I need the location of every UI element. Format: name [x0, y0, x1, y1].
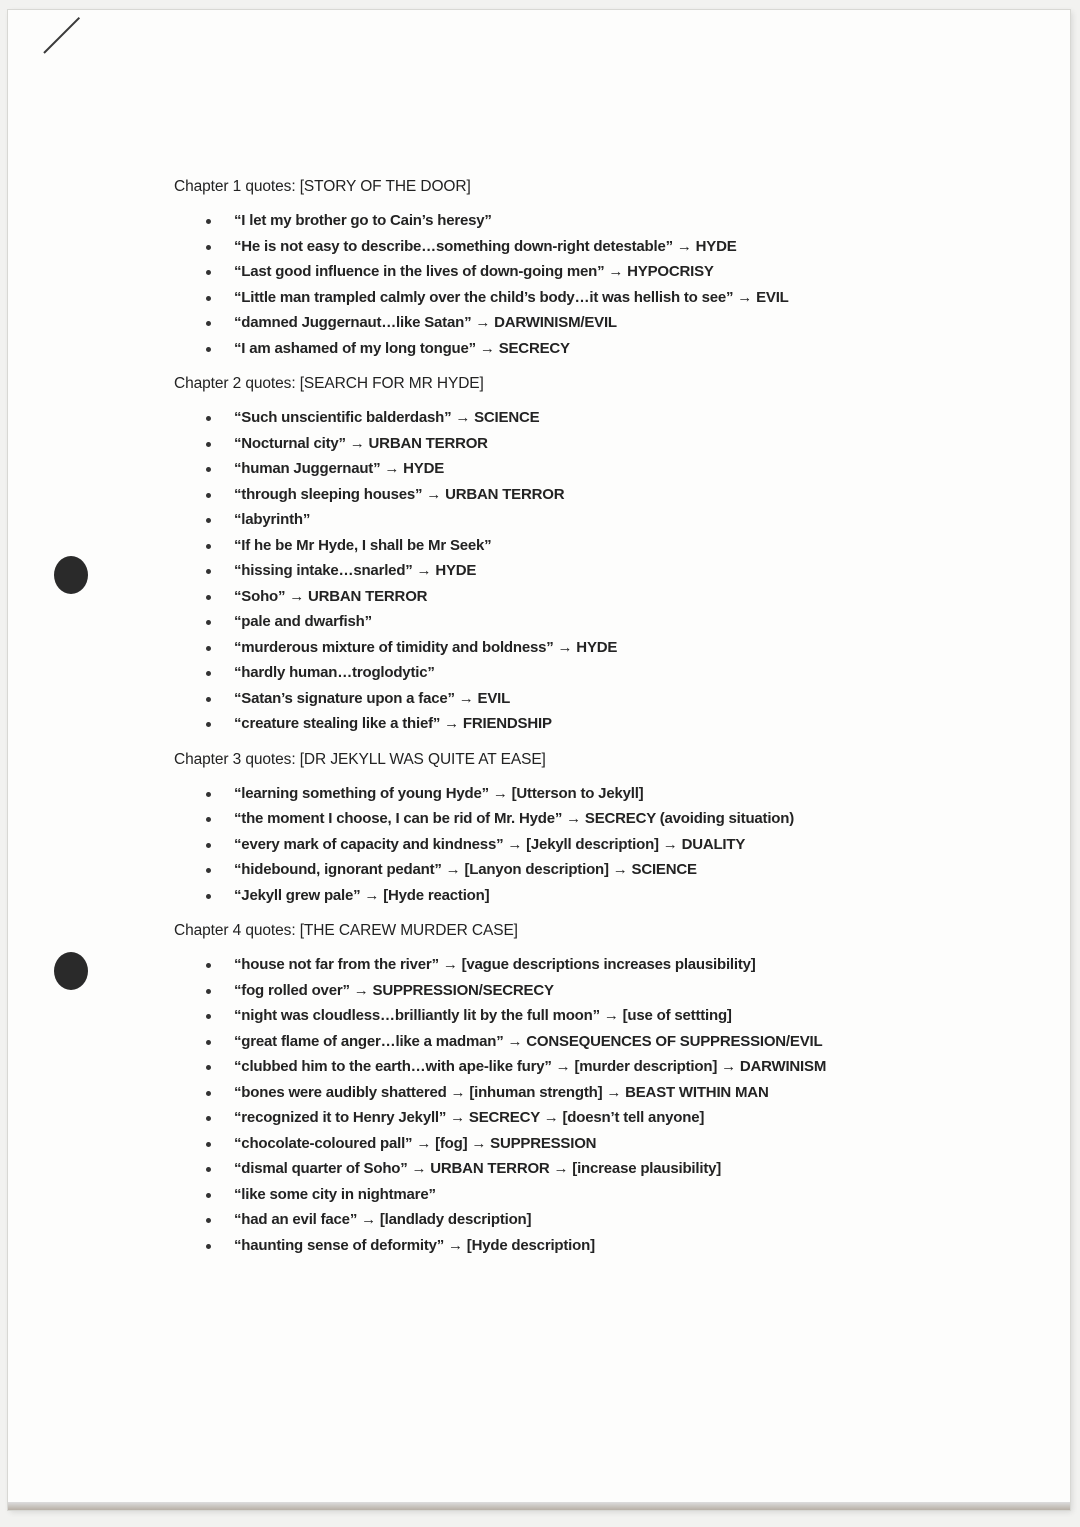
quote-item: “dismal quarter of Soho” → URBAN TERROR → [increase plausibility] — [234, 1156, 934, 1182]
quote-item: “Satan’s signature upon a face” → EVIL — [234, 686, 934, 712]
quote-list — [174, 405, 934, 737]
chapter-section — [174, 375, 934, 737]
quote-item: “pale and dwarfish” — [234, 609, 934, 635]
quote-item: “creature stealing like a thief” → FRIENDSHIP — [234, 711, 934, 737]
document-page — [8, 10, 1070, 1510]
quote-item: “like some city in nightmare” — [234, 1182, 934, 1208]
chapter-section — [174, 751, 934, 909]
quote-item: “had an evil face” → [landlady description] — [234, 1207, 934, 1233]
chapter-heading: Chapter 2 quotes: [SEARCH FOR MR HYDE] — [174, 375, 484, 392]
quote-list — [174, 952, 934, 1258]
chapter-heading: Chapter 4 quotes: [THE CAREW MURDER CASE] — [174, 922, 518, 939]
quote-item: “Nocturnal city” → URBAN TERROR — [234, 431, 934, 457]
quote-item: “through sleeping houses” → URBAN TERROR — [234, 482, 934, 508]
punch-hole-lower — [54, 952, 88, 990]
chapter-heading: Chapter 3 quotes: [DR JEKYLL WAS QUITE AT EASE] — [174, 750, 546, 768]
quote-item: “Soho” → URBAN TERROR — [234, 584, 934, 610]
quote-item: “haunting sense of deformity” → [Hyde description] — [234, 1233, 934, 1259]
quote-item: “learning something of young Hyde” → [Utterson to Jekyll] — [234, 781, 934, 807]
quote-item: “labyrinth” — [234, 507, 934, 533]
quote-item: “the moment I choose, I can be rid of Mr. Hyde” → SECRECY (avoiding situation) — [234, 806, 934, 832]
quote-item: “If he be Mr Hyde, I shall be Mr Seek” — [234, 533, 934, 559]
chapter-heading: Chapter 1 quotes: [STORY OF THE DOOR] — [174, 178, 471, 195]
quote-item: “hissing intake…snarled” → HYDE — [234, 558, 934, 584]
quote-item: “Such unscientific balderdash” → SCIENCE — [234, 405, 934, 431]
quote-item: “fog rolled over” → SUPPRESSION/SECRECY — [234, 978, 934, 1004]
quote-item: “house not far from the river” → [vague descriptions increases plausibility] — [234, 952, 934, 978]
quote-item: “Jekyll grew pale” → [Hyde reaction] — [234, 883, 934, 909]
page-bottom-edge — [8, 1502, 1070, 1510]
quote-item: “chocolate-coloured pall” → [fog] → SUPPRESSION — [234, 1131, 934, 1157]
quote-item: “damned Juggernaut…like Satan” → DARWINISM/EVIL — [234, 310, 934, 336]
quote-item: “bones were audibly shattered → [inhuman strength] → BEAST WITHIN MAN — [234, 1080, 934, 1106]
quotes-content — [174, 178, 934, 1272]
quote-list — [174, 208, 934, 361]
quote-item: “I let my brother go to Cain’s heresy” — [234, 208, 934, 234]
quote-item: “hidebound, ignorant pedant” → [Lanyon description] → SCIENCE — [234, 857, 934, 883]
quote-item: “Last good influence in the lives of down-going men” → HYPOCRISY — [234, 259, 934, 285]
quote-item: “recognized it to Henry Jekyll” → SECRECY → [doesn’t tell anyone] — [234, 1105, 934, 1131]
quote-item: “I am ashamed of my long tongue” → SECRECY — [234, 336, 934, 362]
quote-item: “murderous mixture of timidity and boldness” → HYDE — [234, 635, 934, 661]
chapter-section — [174, 178, 934, 361]
punch-hole-upper — [54, 556, 88, 594]
quote-item: “every mark of capacity and kindness” → [Jekyll description] → DUALITY — [234, 832, 934, 858]
quote-item: “Little man trampled calmly over the child’s body…it was hellish to see” → EVIL — [234, 285, 934, 311]
quote-item: “human Juggernaut” → HYDE — [234, 456, 934, 482]
quote-item: “hardly human…troglodytic” — [234, 660, 934, 686]
quote-list — [174, 781, 934, 909]
quote-item: “clubbed him to the earth…with ape-like fury” → [murder description] → DARWINISM — [234, 1054, 934, 1080]
quote-item: “night was cloudless…brilliantly lit by the full moon” → [use of settting] — [234, 1003, 934, 1029]
pen-tick-mark — [43, 17, 80, 54]
quote-item: “He is not easy to describe…something down-right detestable” → HYDE — [234, 234, 934, 260]
quote-item: “great flame of anger…like a madman” → CONSEQUENCES OF SUPPRESSION/EVIL — [234, 1029, 934, 1055]
chapter-section — [174, 922, 934, 1258]
